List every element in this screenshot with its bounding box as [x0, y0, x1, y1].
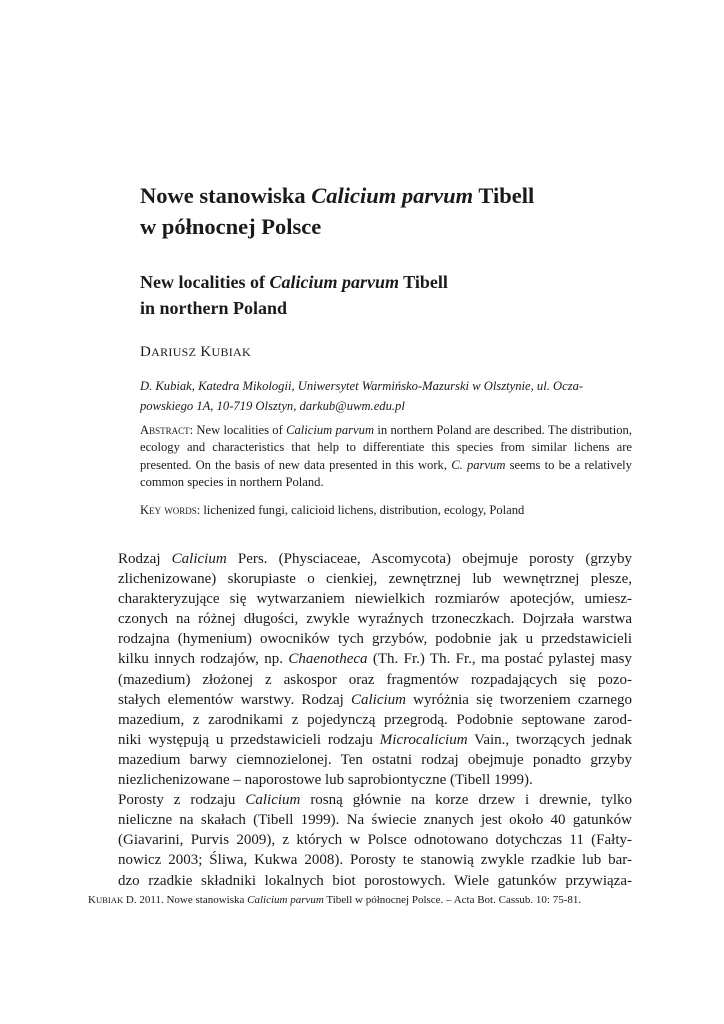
title-en-text: New localities of	[140, 272, 270, 292]
author-affiliation	[140, 376, 632, 416]
text-run: nieliczne na skałach (Tibell 1999). Na świecie znanych jest około 40 gatunków	[118, 812, 632, 829]
abstract-species-2: C. parvum	[451, 457, 506, 472]
text-line	[88, 730, 632, 750]
article-title-polish	[140, 180, 640, 242]
title-en-author: Tibell	[398, 272, 448, 292]
author-last-rest: UBIAK	[211, 345, 251, 359]
abstract-text-3: seems to be a relatively common species in northern Poland.	[140, 457, 632, 490]
text-run: rosną głównie na korze drzew i drewnie, tylko	[300, 792, 632, 809]
text-run: czonych na różnej długości, zwykle wyraźnych trzoneczkach. Dojrzała warstwa	[118, 611, 632, 628]
keywords-text: lichenized fungi, calicioid lichens, distribution, ecology, Poland	[200, 503, 525, 517]
text-run: stałych elementów warstwy. Rodzaj	[118, 691, 351, 708]
text-line	[88, 649, 632, 669]
text-line	[88, 710, 632, 730]
text-line	[88, 670, 632, 690]
text-run: rodzajna (hymenium) owocników tych grzybów, podobnie jak u przedstawicieli	[118, 631, 632, 648]
text-run: (mazedium) złożonej z askospor oraz fragmentów rozpadających się pozo-	[118, 671, 632, 688]
text-run: Porosty z rodzaju	[118, 792, 246, 809]
text-line	[88, 790, 632, 810]
text-run: (Th. Fr.) Th. Fr., ma postać pylastej masy	[367, 651, 633, 668]
text-line	[88, 569, 632, 589]
text-line	[88, 770, 632, 790]
footer-species: Calicium parvum	[247, 894, 324, 906]
text-line	[88, 830, 632, 850]
title-en-species: Calicium parvum	[269, 272, 399, 292]
title-en-line2: in northern Poland	[140, 298, 288, 318]
text-run: dzo rzadkie składniki lokalnych biot porostowych. Wiele gatunków przywiąza-	[118, 872, 632, 889]
text-line	[88, 750, 632, 770]
paragraph-1	[88, 549, 632, 790]
title-pl-author: Tibell	[473, 183, 535, 208]
article-title-english	[140, 269, 640, 321]
text-run: zlichenizowane) skorupiaste o cienkiej, zewnętrznej lub wewnętrznej plesze,	[118, 571, 632, 588]
title-pl-species: Calicium parvum	[311, 183, 474, 208]
genus-name: Calicium	[245, 792, 301, 809]
text-line	[88, 850, 632, 870]
text-run: Vain., tworzących jednak	[467, 731, 632, 748]
author-first-initial: D	[140, 344, 152, 360]
abstract-text-1: New localities of	[193, 423, 287, 437]
text-line	[88, 871, 632, 891]
text-run: wyróżnia się tworzeniem czarnego	[405, 691, 632, 708]
footer-author-rest: UBIAK	[95, 895, 124, 905]
abstract-label: Abstract:	[140, 423, 194, 437]
text-line	[88, 629, 632, 649]
text-run: niki występują u przedstawicieli rodzaju	[118, 731, 380, 748]
text-run: Rodzaj	[118, 551, 172, 567]
author-first-rest: ARIUSZ	[151, 345, 197, 359]
text-run: kilku innych rodzajów, np.	[118, 651, 289, 668]
affiliation-line2: powskiego 1A, 10-719 Olsztyn, darkub@uwm.edu.pl	[140, 399, 405, 413]
affiliation-line1: D. Kubiak, Katedra Mikologii, Uniwersytet Warmińsko-Mazurski w Olsztynie, ul. Ocza-	[140, 379, 584, 393]
citation-footer	[88, 893, 648, 907]
text-line	[88, 549, 632, 569]
genus-name: Calicium	[171, 551, 227, 567]
body-text	[88, 549, 632, 891]
text-run: niezlichenizowane – naporostowe lub saprobiontyczne (Tibell 1999).	[118, 772, 533, 789]
text-line	[88, 810, 632, 830]
text-run: mazedium barwy ciemnozielonej. Ten ostatni rodzaj obejmuje ponadto grzyby	[118, 751, 632, 768]
genus-name: Chaenotheca	[288, 651, 368, 668]
text-run: (Giavarini, Purvis 2009), z których w Polsce odnotowano dotychczas 11 (Fałty-	[118, 832, 632, 849]
genus-name: Microcalicium	[379, 731, 468, 748]
abstract-species-1: Calicium parvum	[286, 423, 375, 437]
text-line	[88, 609, 632, 629]
text-run: nowicz 2003; Śliwa, Kukwa 2008). Porosty te stanowią zwykle rzadkie lub bar-	[118, 852, 632, 869]
author-last-initial: K	[200, 344, 212, 360]
title-pl-text: Nowe stanowiska	[140, 183, 312, 208]
genus-name: Calicium	[350, 691, 406, 708]
text-run: charakteryzujące się wytwarzaniem niewielkich rozmiarów apotecjów, umiesz-	[118, 591, 632, 608]
text-run: Pers. (Physciaceae, Ascomycota) obejmuje porosty (grzyby	[226, 551, 632, 567]
footer-text-2: Tibell w północnej Polsce. – Acta Bot. Cassub. 10: 75-81.	[323, 894, 582, 906]
keywords	[140, 501, 640, 519]
footer-author-initial: K	[88, 894, 96, 906]
abstract	[140, 422, 632, 492]
footer-text-1: D. 2011. Nowe stanowiska	[123, 894, 248, 906]
keywords-label: Key words:	[140, 503, 201, 517]
author-name	[140, 344, 251, 361]
title-pl-line2: w północnej Polsce	[140, 214, 322, 239]
text-line	[88, 690, 632, 710]
text-run: mazedium, z zarodnikami z pojedynczą przegrodą. Podobnie septowane zarod-	[118, 711, 632, 728]
text-line	[88, 589, 632, 609]
abstract-text-2: in northern Poland are described. The distribution, ecology and characteristics that help to differentiate this species from similar lichens are presented. On the basis of new data presented in this work,	[140, 423, 632, 472]
paragraph-2	[88, 790, 632, 890]
